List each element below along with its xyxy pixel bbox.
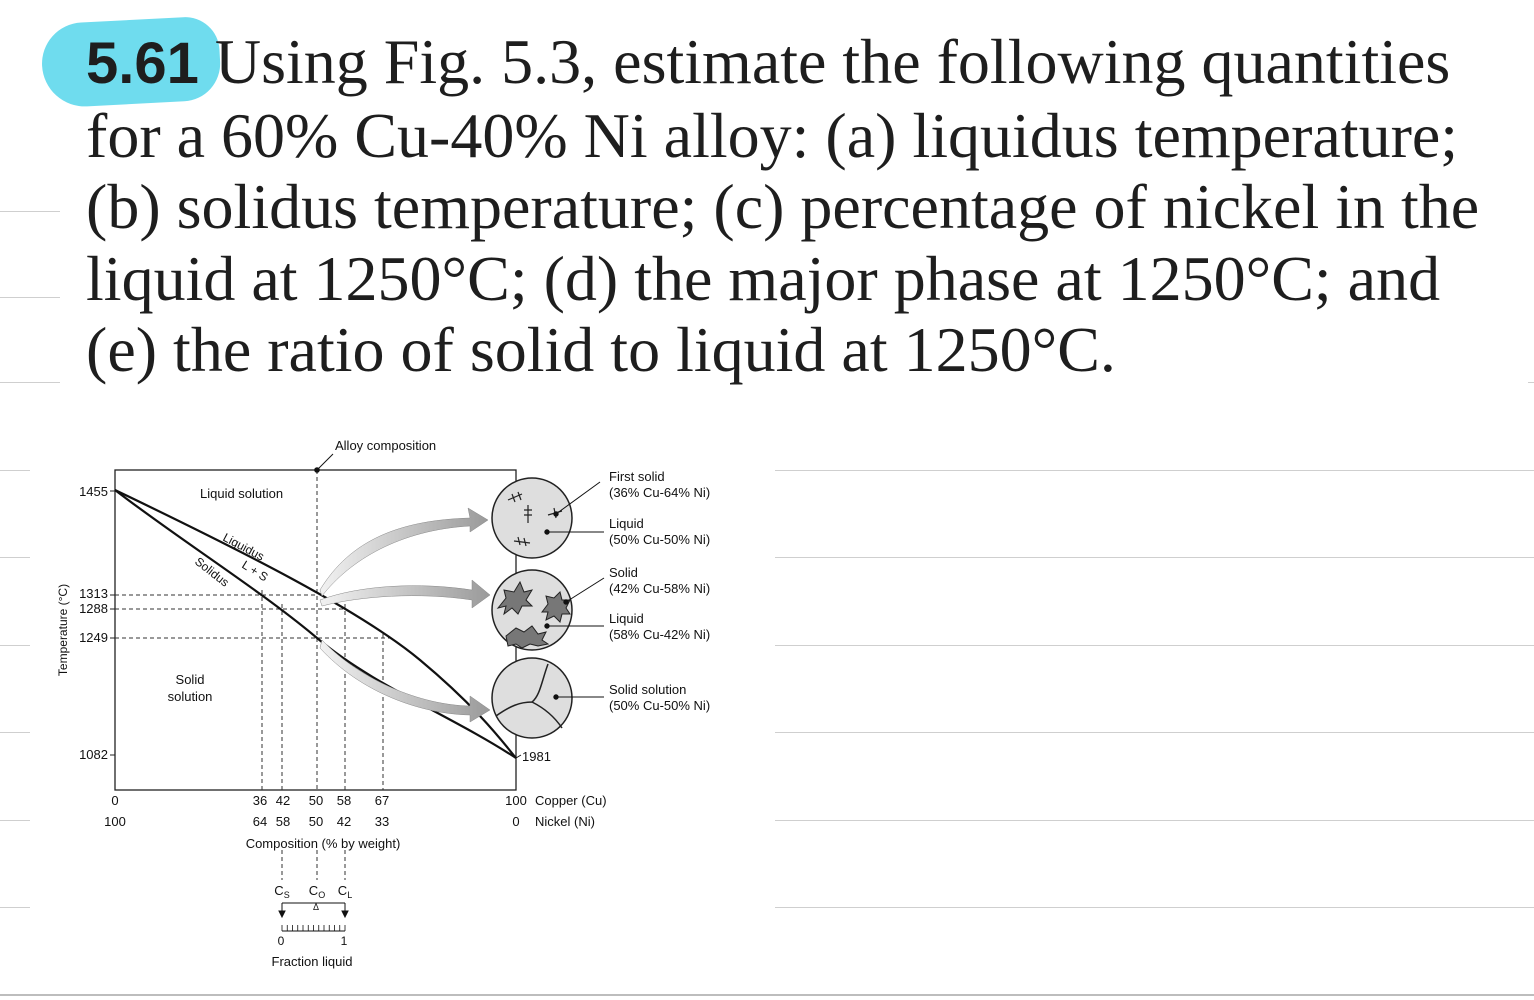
y-tick-label: 1249	[79, 630, 108, 645]
lever-arrowhead	[279, 911, 285, 917]
cu-tick-label: 50	[308, 793, 324, 808]
microstructure-circle	[492, 478, 572, 558]
y-tick-label: 1288	[79, 601, 108, 616]
cs-label: $C_S$	[274, 883, 290, 900]
leader-dot	[554, 695, 558, 699]
microstructure-arrow	[320, 508, 488, 596]
solidus-curve	[115, 490, 516, 758]
alloy-leader-line	[317, 454, 333, 470]
problem-line: for a 60% Cu-40% Ni alloy: (a) liquidus temperature;	[86, 99, 1459, 171]
cu-tick-label: 0	[111, 793, 119, 808]
leader-dot	[545, 530, 549, 534]
cu-tick-label: 42	[275, 793, 291, 808]
co-label: $C_O$	[308, 883, 326, 900]
liquid-region-label: Liquid solution	[200, 486, 284, 501]
fraction-min-label: 0	[277, 934, 285, 948]
solid-region-label: Solid	[175, 672, 205, 687]
cu-tick-label: 36	[252, 793, 268, 808]
melting-point-leader	[516, 755, 521, 758]
cl-label: $C_L$	[337, 883, 353, 900]
micro-label-title: Liquid	[609, 611, 644, 626]
fraction-scale-ticks	[282, 925, 345, 931]
micro-label-title: First solid	[609, 469, 665, 484]
ni-tick-label: 58	[275, 814, 291, 829]
problem-line: (b) solidus temperature; (c) percentage of nickel in the	[86, 171, 1480, 242]
micro-label-title: Solid	[609, 565, 638, 580]
delta-mark: Δ	[312, 902, 320, 912]
ni-tick-label: 50	[308, 814, 324, 829]
y-tick-label: 1082	[79, 747, 108, 762]
composition-axis-label: Composition (% by weight)	[245, 836, 401, 851]
label-leader-line	[566, 578, 604, 602]
leader-dot	[554, 512, 558, 516]
liquidus-label: Liquidus	[220, 530, 267, 564]
cu-tick-label: 67	[374, 793, 390, 808]
liquidus-curve	[115, 490, 516, 758]
alloy-composition-label: Alloy composition	[335, 438, 437, 453]
leader-dot	[545, 624, 549, 628]
cu-axis-name: Copper (Cu)	[535, 793, 607, 808]
melting-point-label: 1981	[522, 749, 551, 764]
y-tick-label: 1313	[79, 586, 108, 601]
micro-label-composition: (58% Cu-42% Ni)	[609, 627, 711, 642]
solid-region-label: solution	[167, 689, 213, 704]
micro-label-composition: (42% Cu-58% Ni)	[609, 581, 711, 596]
y-tick-label: 1455	[79, 484, 108, 499]
solidus-label: Solidus	[192, 554, 232, 590]
micro-label-title: Solid solution	[609, 682, 687, 697]
microstructure-solid-solution	[492, 658, 572, 738]
micro-label-composition: (36% Cu-64% Ni)	[609, 485, 711, 500]
problem-line-text: Using Fig. 5.3, estimate the following quantities	[214, 26, 1451, 97]
problem-line: (e) the ratio of solid to liquid at 1250°C.	[86, 314, 1116, 385]
microstructure-two-phase	[492, 570, 572, 650]
ni-tick-label: 100	[104, 814, 126, 829]
problem-line: liquid at 1250°C; (d) the major phase at 1250°C; and	[86, 242, 1441, 314]
micro-label-composition: (50% Cu-50% Ni)	[609, 698, 711, 713]
micro-label-title: Liquid	[609, 516, 644, 531]
microstructure-arrow	[320, 580, 490, 608]
lever-arrowhead	[342, 911, 348, 917]
cu-tick-label: 100	[505, 793, 527, 808]
ni-tick-label: 64	[252, 814, 268, 829]
ni-tick-label: 42	[336, 814, 352, 829]
problem-number: 5.61	[86, 31, 199, 96]
ni-tick-label: 0	[512, 814, 520, 829]
y-axis-label: Temperature (°C)	[56, 583, 70, 677]
two-phase-label: L + S	[239, 557, 271, 585]
fraction-max-label: 1	[340, 934, 348, 948]
microstructure-first-solid	[492, 478, 572, 558]
ni-tick-label: 33	[374, 814, 390, 829]
ni-axis-name: Nickel (Ni)	[535, 814, 595, 829]
micro-label-composition: (50% Cu-50% Ni)	[609, 532, 711, 547]
leader-dot	[564, 600, 568, 604]
cu-tick-label: 58	[336, 793, 352, 808]
fraction-liquid-label: Fraction liquid	[271, 954, 353, 969]
